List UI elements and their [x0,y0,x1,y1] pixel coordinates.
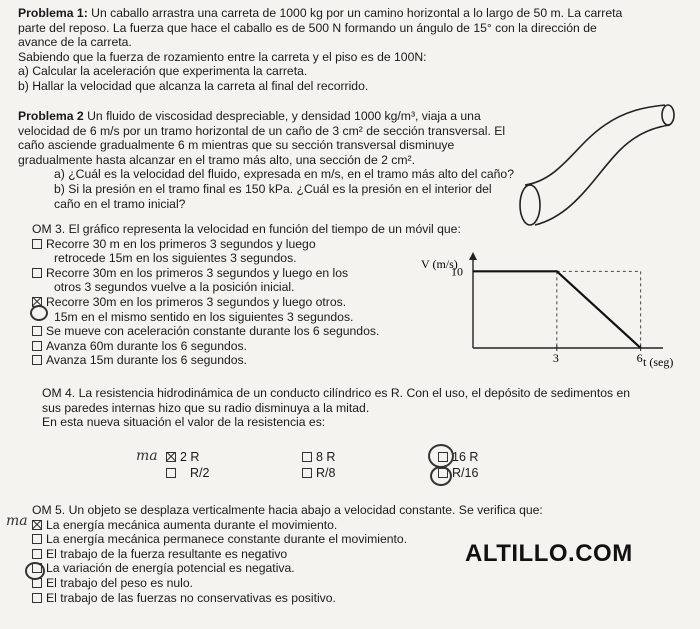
answer-circle [25,562,45,580]
handwritten-mark: ma [136,448,158,464]
answer-option[interactable]: R/16 [438,466,478,480]
om3-option[interactable]: Avanza 60m durante los 6 segundos. [32,339,461,354]
problem-1-title: Problema 1: [18,6,88,20]
p2-line: gradualmente hasta alcanzar en el tramo más alto, una sección de 2 cm². [18,152,415,167]
om3-option[interactable]: Recorre 30m en los primeros 3 segundos y luego en los [32,266,461,281]
x-tick-label: 3 [552,351,559,365]
om5-option[interactable]: El trabajo de la fuerza resultante es negativo [32,547,543,562]
checkbox[interactable] [32,355,42,365]
checkbox[interactable] [32,549,42,559]
om3-title: OM 3. El gráfico representa la velocidad en función del tiempo de un móvil que: [32,222,461,236]
om4-line: OM 4. La resistencia hidrodinámica de un conducto cilíndrico es R. Con el uso, el depósito de sedimentos en [42,386,631,400]
pipe-outline-top [525,105,665,185]
problem-1 [18,6,622,94]
p1-line: Sabiendo que la fuerza de rozamiento entre la carreta y el piso es de 100N: [18,49,427,64]
om4-line: En esta nueva situación el valor de la resistencia es: [42,415,326,430]
pipe-inlet [520,185,540,225]
om4 [42,386,630,430]
om3-option-selected[interactable]: Recorre 30m en los primeros 3 segundos y luego otros. [32,295,461,310]
p2-line: Un fluido de viscosidad despreciable, y densidad 1000 kg/m³, viaja a una [87,109,481,123]
x-axis-label: t (seg) [643,355,674,369]
x-tick-label: 6 [636,351,643,365]
pipe-outlet [662,105,674,125]
y-axis-arrow [469,252,477,260]
om5-title: OM 5. Un objeto se desplaza verticalmente hacia abajo a velocidad constante. Se verifica que: [32,503,543,517]
om3-option-cont: 15m en el mismo sentido en los siguientes 3 segundos. [54,309,354,324]
y-axis-label: V (m/s) [421,257,458,271]
answer-option[interactable]: 8 R [302,450,335,464]
om3-option-cont: otros 3 segundos vuelve a la posición inicial. [54,280,295,295]
checkbox[interactable] [32,341,42,351]
y-tick-label: 10 [451,264,463,279]
om3-option[interactable]: Recorre 30 m en los primeros 3 segundos y luego [32,237,461,252]
checkbox[interactable] [302,452,312,462]
om5-option[interactable]: La energía mecánica permanece constante durante el movimiento. [32,532,543,547]
checkbox[interactable] [32,593,42,603]
answer-circle [30,305,48,321]
om3-option[interactable]: Avanza 15m durante los 6 segundos. [32,353,461,368]
p1-line: parte del reposo. La fuerza que hace el caballo es de 500 N formando un ángulo de 15° con la dirección de [18,20,597,35]
velocity-time-chart [415,248,690,373]
om3 [32,222,461,368]
p2-line: a) ¿Cuál es la velocidad del fluido, expresada en m/s, en el tramo más alto del caño? [54,167,514,182]
om5-option[interactable]: El trabajo del peso es nulo. [32,576,543,591]
checkbox[interactable] [32,326,42,336]
om5-option-selected[interactable]: La energía mecánica aumenta durante el movimiento. [32,518,543,533]
problem-2-title: Problema 2 [18,109,84,123]
p2-line: b) Si la presión en el tramo final es 150 kPa. ¿Cuál es la presión en el interior del [54,181,492,196]
p2-line: velocidad de 6 m/s por un tramo horizontal de un caño de 3 cm² de sección transversal. El [18,123,506,138]
answer-option[interactable]: R/2 [166,466,209,480]
answer-circle [428,444,454,468]
pipe-outline-bottom [535,125,670,225]
checkbox[interactable] [32,268,42,278]
p2-line: caño asciende gradualmente 6 m mientras que su sección transversal disminuye [18,138,455,153]
pipe-illustration [505,85,690,235]
om3-option[interactable]: Se mueve con aceleración constante durante los 6 segundos. [32,324,461,339]
om5-option[interactable]: El trabajo de las fuerzas no conservativas es positivo. [32,591,543,606]
p2-line: caño en el tramo inicial? [54,196,186,211]
p1-line: a) Calcular la aceleración que experimenta la carreta. [18,64,308,79]
checkbox[interactable] [302,468,312,478]
watermark: ALTILLO.COM [465,540,633,567]
p1-line: b) Hallar la velocidad que alcanza la carreta al final del recorrido. [18,78,369,93]
om5-option[interactable]: La variación de energía potencial es negativa. [32,561,543,576]
answer-option[interactable]: 2 R [166,450,199,464]
handwritten-mark: ma [6,513,28,529]
om3-option-cont: retrocede 15m en los siguientes 3 segundos. [54,251,297,266]
answer-option[interactable]: R/8 [302,466,335,480]
p1-line: avance de la carreta. [18,35,132,50]
checkbox[interactable] [32,534,42,544]
checkbox[interactable] [32,239,42,249]
p1-line: Un caballo arrastra una carreta de 1000 kg por un camino horizontal a lo largo de 50 m. La carreta [91,6,623,20]
checkbox[interactable] [166,468,176,478]
om4-line: sus paredes internas hizo que su radio disminuya a la mitad. [42,400,370,415]
problem-2 [18,109,514,211]
answer-circle [430,466,452,486]
answer-option[interactable]: 16 R [438,450,478,464]
checkbox-checked[interactable] [166,452,176,462]
checkbox-checked[interactable] [32,520,42,530]
